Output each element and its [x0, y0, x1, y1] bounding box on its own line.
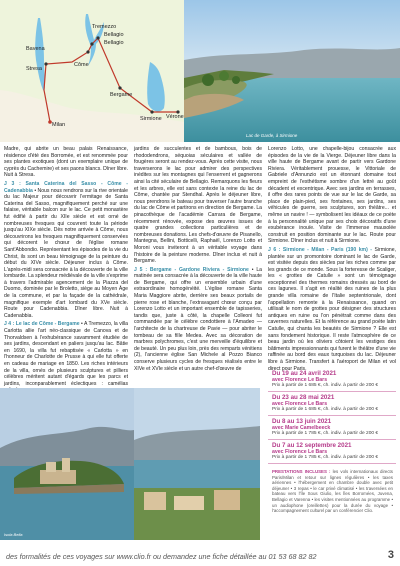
day-body: • A Tremezzo, la villa Carlotta allie l'art néo-classique de Canova et de Thorvaldsen à l'exhubérance savamment étudiée de ses jardins, descendant en paliers jusqu'au lac. Bâtie en 1690, la villa fut rebaptisée « Carlotta » en l'honneur de Charlotte de Prusse à qui elle fut offerte en cadeau de mariage en 1850. Les riches intérieurs de la villa, ornés de plusieurs sculptures et pilliers célèbres méritent autant d'égards que les parcs et jardins, inconparablement éclectiques : camélias [4, 321, 128, 387]
day-title: J 3 : Santa Caterina del Sasso - Côme - Cadenabbia [4, 180, 128, 194]
guide-name: avec Florence Le Bars [272, 400, 328, 407]
guide-name: avec Marie Camelbeeck [272, 424, 331, 431]
itinerary-column-2 [134, 146, 262, 374]
date-row [268, 368, 396, 392]
date-row [268, 392, 396, 416]
included-services [268, 467, 396, 514]
price: Prix à partir de 1 785 €, ch. indiv. à partir de 200 € [272, 431, 379, 437]
map-label: Tremezzo [92, 24, 117, 30]
departure-dates [268, 368, 396, 514]
date-range: Du 8 au 13 juin 2021 [272, 417, 332, 425]
day-title: J 6 : Sirmione - Milan - Paris (190 km) - [268, 246, 372, 253]
itinerary-column-1 [4, 146, 128, 396]
photo-caption: Lac de Garde, à Sirmione [246, 133, 298, 138]
itinerary-day-j5 [134, 267, 262, 373]
day-body: • Nous nous rendrons sur la rive orientale du lac Majeur pour découvrir l'ermitage de Santa Caterina del Sasso, magnifiquement perché sur une falaise, véritable balcon sur le lac. Ce petit monastère fut édifié à partir du XIIe siècle et est orné de nombreuses fresques qui couvrent toute la période jusqu'au XIXe siècle. Dès notre arrivée à Côme, nous découvrirons les fresques magnifiquement conservées qui décorent le chœur de l'église romane Sant'Abbondio. Représentant les épisodes de la vie du Christ, ils sont un beau témoignage de la peinture du début du XIVe siècle. Déjeuner inclus à Côme. L'après-midi sera consacrée à la découverte de la ville lombarde. La splendeur médiévale de la ville s'exprime à travers l'admirable agencement de la Piazza del Duomo, dominée par le Broletto, siège au Moyen Âge de la commune, et par la façade de la cathédrale, magnifique exemple d'art lombard du XVe siècle. Route pour Cadenabbia. Dîner libre. Nuit à Cadenabbia. [4, 187, 128, 319]
itinerary-text: Madre, qui abrite un beau palais Renaissance, résidence d'été des Borromée, et est renommée pour ses plantes exotiques (dont un exemplaire unique de cyprès du Cachemire) et ses paons blancs. Dîner libre. Nuit à Stresa. [4, 146, 129, 179]
day-title: J 4 : Le lac de Côme - Bergame [4, 321, 80, 328]
map-label: Bergame [110, 92, 133, 98]
itinerary-day-j4 [4, 321, 128, 394]
map-label: Bellagio [104, 40, 124, 46]
date-row [268, 440, 396, 464]
day-body: Sirmione, plantée sur un promontoire dominant le lac de Garde, est visitée depuis des siècles par les riches comme par les grands de ce monde. Sous la forteresse de Scaliger, les « grottes de Catulle » sont un témoignage exceptionnel des thermes romains dressés au bord de ces lagunes. Il s'agit en réalité des ruines de la plus grande villa romaine de l'Italie septentrionale, dont l'appellation remonte à la Renaissance, quand on utilisait le nom de grottes pour désigner des structures antiques en ruine ou l'on pénétrait comme dans des cavernes naturelles. Et la référence au grand poète latin Catulle, qui chanta les beautés de Sirmione ? Elle est sans fondement historique. Il reste l'atmosphère de ce beau jardin où les oliviers côtoient les vestiges des bâtiments impressionnants qui furent le théâtre d'une vie raffinée au bord des eaux turquoises du lac. Déjeuner libre à Sirmione. Transfert à l'aéroport de Milan et vol direct pour Paris. [268, 246, 396, 372]
itinerary-day-j3 [4, 181, 128, 319]
date-range: Du 23 au 28 mai 2021 [272, 393, 335, 401]
date-row [268, 416, 396, 440]
included-title: PRESTATIONS INCLUSES : [272, 469, 331, 474]
day-title: J 5 : Bergame - Gardone Riviera - Sirmione [134, 266, 249, 273]
included-body: les vols internationaux directs Paris/Milan et retour sur lignes régulières • les taxes aériennes • l'hébergement en chambre double avec petit déjeuner • 3 repas • le car privé climatisé • les traversées en bateau vers l'île Sous Giulio, les Îles Borromées, Juvena, Bellagio et Varenna • les visites mentionnées au programme • un audiophone (oreillettes) pour la durée du voyage • l'accompagnement culturel par un conférencier Clio. [272, 469, 393, 514]
price: Prix à partir de 1 685 €, ch. indiv. à partir de 200 € [272, 383, 379, 389]
map-label: Bellagio [104, 32, 124, 38]
guide-name: avec Florence Le Bars [272, 376, 328, 383]
map-graphic [0, 0, 184, 142]
map-label: Bavena [26, 46, 45, 52]
photo-sirmione [184, 0, 400, 142]
map-label: Stresa [26, 66, 42, 72]
map-label: Sirmione [140, 116, 162, 122]
itinerary-map [0, 0, 184, 142]
date-range: Du 7 au 12 septembre 2021 [272, 441, 352, 449]
photo-lake-shore [134, 388, 260, 540]
day-body: • La matinée sera consacrée à la découverte de la ville haute de Bergame, qui offre un ensemble urbain d'une extraordinaire homogénéité. L'église romane Santa Maria Maggiore abrite, derrière ses beaux portails de pierre rose et blanche, l'extravagant chœur conçu par Lorenzo Lotto et un important ensemble de tapisseries, tandis que, juste à côté, la chapelle Colleoni fut commandée par le célèbre condottiere à l'Amadeo — l'architecte de la chartreuse de Pavie — pour abriter le tombeau de sa fille Medea. Avec sa décoration de marbres polychromes, c'est une merveille d'équilibre et de beauté. Un peu plus loin, près des remparts vénitiens (2), l'ancienne église San Michele al Pozzo Bianco conserve plusieurs cycles de fresques réalisés entre le XIVe et XVIe siècle et un autre chef-d'œuvre de [134, 266, 262, 372]
map-label: Milan [52, 122, 66, 128]
page-number: 3 [387, 549, 394, 561]
page-footer [0, 548, 400, 566]
price: Prix à partir de 1 785 €, ch. indiv. à partir de 200 € [272, 455, 379, 461]
itinerary-text: jardins de succulentes et de bambous, bois de rhododendrons, séquoias séculaires et vallée de fougères seront au rendez-vous. Après cette visite, nous traverserons le lac pour admirer des perspectives inédites sur les montagnes qui l'enserrent et gagnerons ainsi la cité séculaire de Bellagio. Remarquons les fleurs et les arbres, elle est sans contexte la reine du lac de Côme, chantée par Stendhal. Après le déjeuner libre, nous prendrons le bateau pour traverser l'autre branche du lac de Côme et partirons en direction de Bergame. La pinacothèque de l'académie Carrara de Bergame, récemment rénovée, expose des œuvres issues de quatre grandes collections particulières et de nombreuses donations. Les chefs-d'œuvre de Pisanello, Mantegna, Bellini, Botticelli, Raphaël, Lorenzo Lotto et Moroni vous inviteront à un véritable voyage dans l'histoire de la peinture moderne. Dîner inclus et nuit à Bergame. [134, 146, 262, 265]
price: Prix à partir de 1 685 €, ch. indiv. à partir de 200 € [272, 407, 379, 413]
itinerary-column-3 [268, 146, 396, 374]
footer-text: des formalités de ces voyages sur www.clio.fr ou demandez une fiche détaillée au 01 53 68 82 82 [6, 552, 317, 561]
map-label: Côme [74, 62, 89, 68]
photo-graphic [0, 388, 134, 540]
photo-caption: Isola Bella [4, 532, 23, 537]
itinerary-text: Lorenzo Lotto, une chapelle-bijou consacrée aux épisodes de la vie de la Vierge. Déjeuner libre dans la ville haute de Bergame avant de partir vers Gardone Riviera. Véritablement prouesse, le Vittoriale de Gabriele d'Annunzio est un étonnant domaine tout empreint de l'esthétisme sombre d'un lettré au goût décadent et excentrique. Avec ses jardins en terrasses, il offre des rares points de vue sur le lac de Garde, sa place de plain-pied, ses fontaines, ses jardins, ses véhicules de guerre, ses sculptures, son théâtre... et même un navire ! — symbolisent les idéaux de ce poète à la personnalité unique par ses choix décoratifs d'une exubérance inouïe. Visite de l'immense mausolée construit en position dominante sur le lac. Route pour Sirmione. Dîner inclus et nuit à Sirmione. [268, 146, 396, 245]
photo-isola-bella [0, 388, 134, 540]
photo-graphic [184, 0, 400, 142]
itinerary-day-j6 [268, 247, 396, 372]
map-label: Vérone [166, 114, 184, 120]
photo-graphic [134, 388, 260, 540]
date-range: Du 19 au 24 avril 2021 [272, 369, 337, 377]
guide-name: avec Florence Le Bars [272, 448, 328, 455]
